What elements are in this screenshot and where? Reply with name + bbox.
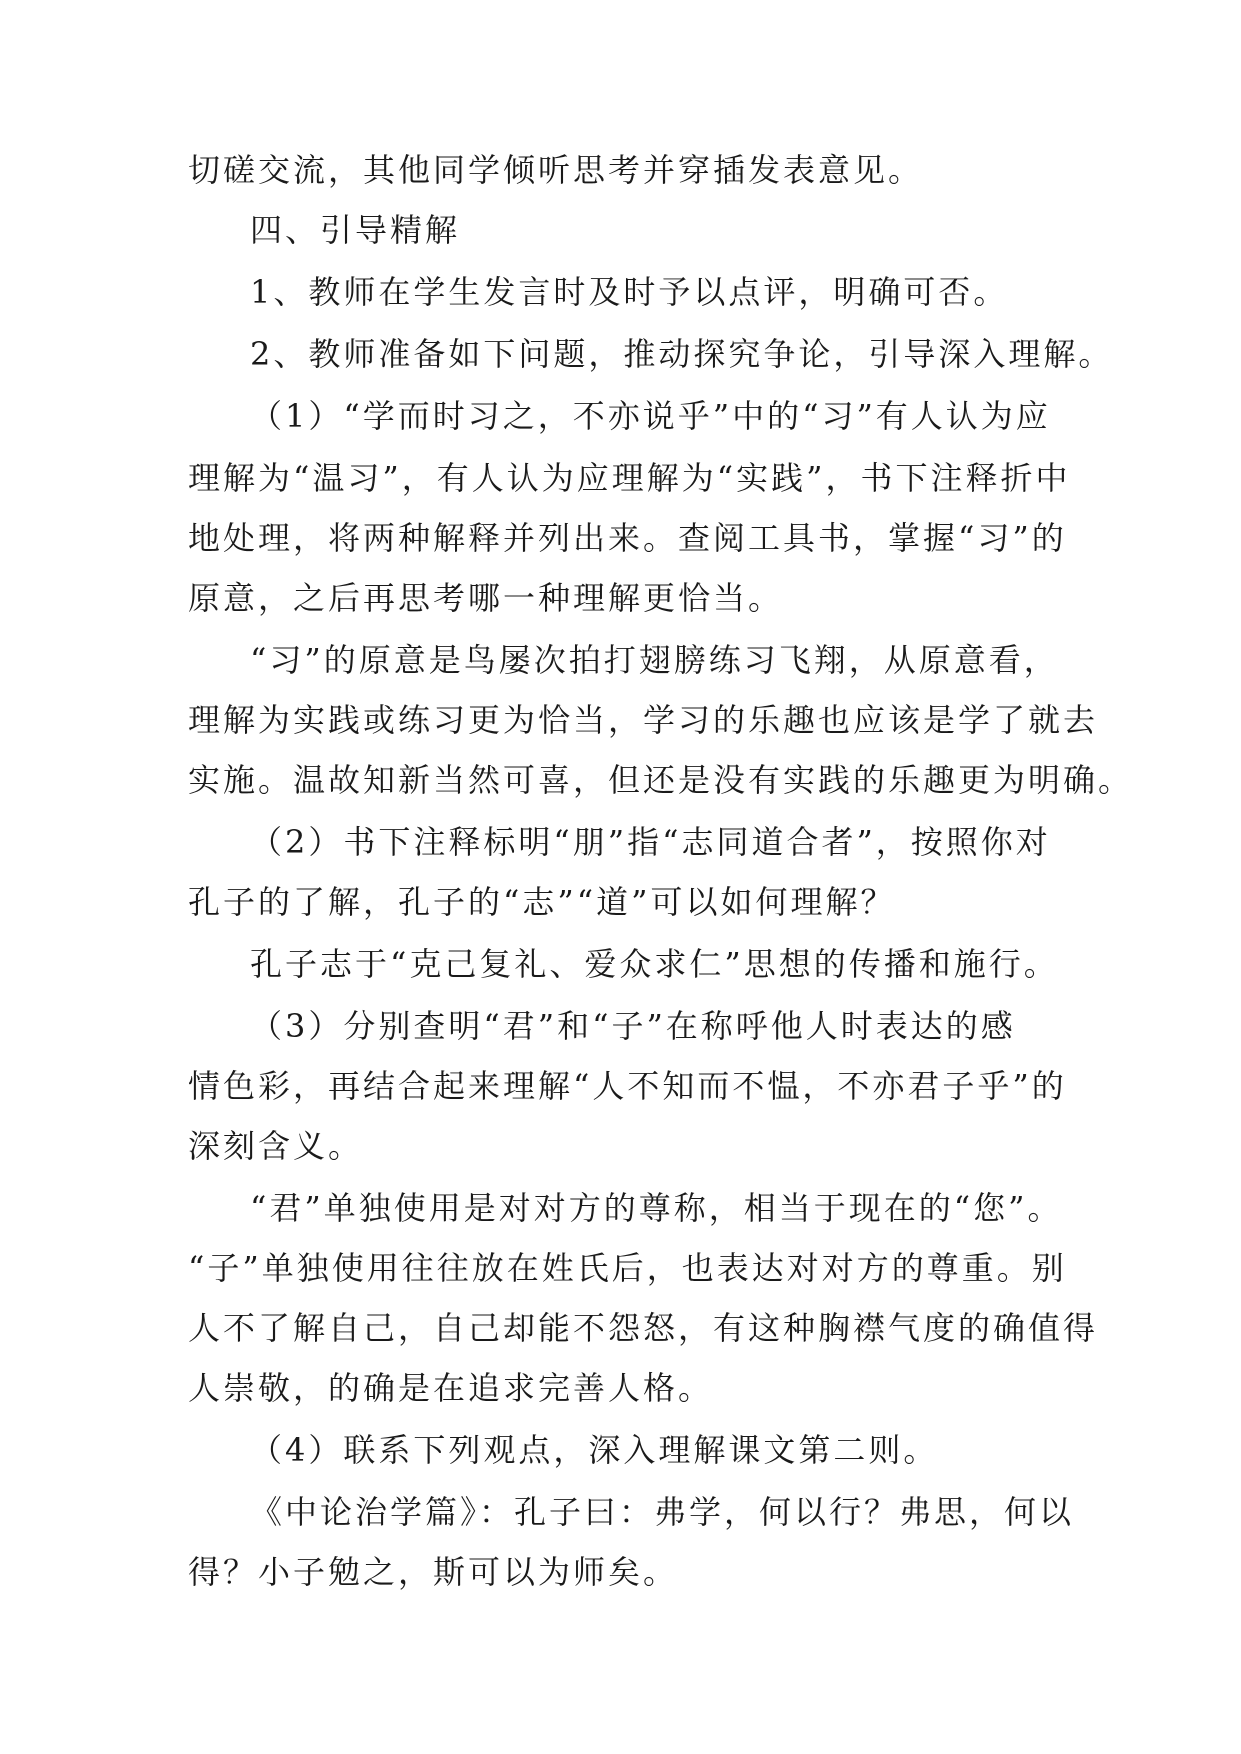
text-line-8: 原意，之后再思考哪一种理解更恰当。 xyxy=(188,579,784,617)
text-line-23: 《中论治学篇》：孔子曰：弗学，何以行？弗思，何以 xyxy=(250,1493,1075,1531)
text-line-24: 得？小子勉之，斯可以为师矣。 xyxy=(188,1553,679,1591)
text-line-1: 切磋交流，其他同学倾听思考并穿插发表意见。 xyxy=(188,151,924,189)
text-line-5: （1）“学而时习之，不亦说乎”中的“习”有人认为应 xyxy=(250,397,1051,435)
text-line-18: “君”单独使用是对对方的尊称，相当于现在的“您”。 xyxy=(250,1189,1063,1227)
text-line-22: （4）联系下列观点，深入理解课文第二则。 xyxy=(250,1431,939,1469)
text-line-3: 1、教师在学生发言时及时予以点评，明确可否。 xyxy=(250,273,1009,311)
text-line-4: 2、教师准备如下问题，推动探究争论，引导深入理解。 xyxy=(250,335,1114,373)
text-line-10: 理解为实践或练习更为恰当，学习的乐趣也应该是学了就去 xyxy=(188,701,1099,739)
text-line-14: 孔子志于“克己复礼、爱众求仁”思想的传播和施行。 xyxy=(250,945,1059,983)
section-heading: 四、引导精解 xyxy=(250,211,461,249)
text-line-17: 深刻含义。 xyxy=(188,1127,364,1165)
text-line-7: 地处理，将两种解释并列出来。查阅工具书，掌握“习”的 xyxy=(188,519,1067,557)
text-line-16: 情色彩，再结合起来理解“人不知而不愠，不亦君子乎”的 xyxy=(188,1067,1067,1105)
text-line-13: 孔子的了解，孔子的“志”“道”可以如何理解？ xyxy=(188,883,896,921)
text-line-9: “习”的原意是鸟屡次拍打翅膀练习飞翔，从原意看， xyxy=(250,641,1059,679)
text-line-15: （3）分别查明“君”和“子”在称呼他人时表达的感 xyxy=(250,1007,1016,1045)
text-line-12: （2）书下注释标明“朋”指“志同道合者”，按照你对 xyxy=(250,823,1051,861)
text-line-21: 人崇敬，的确是在追求完善人格。 xyxy=(188,1369,714,1407)
text-line-6: 理解为“温习”，有人认为应理解为“实践”，书下注释折中 xyxy=(188,459,1071,497)
text-line-11: 实施。温故知新当然可喜，但还是没有实践的乐趣更为明确。 xyxy=(188,761,1134,799)
text-line-20: 人不了解自己，自己却能不怨怒，有这种胸襟气度的确值得 xyxy=(188,1309,1099,1347)
text-line-19: “子”单独使用往往放在姓氏后，也表达对对方的尊重。别 xyxy=(188,1249,1067,1287)
